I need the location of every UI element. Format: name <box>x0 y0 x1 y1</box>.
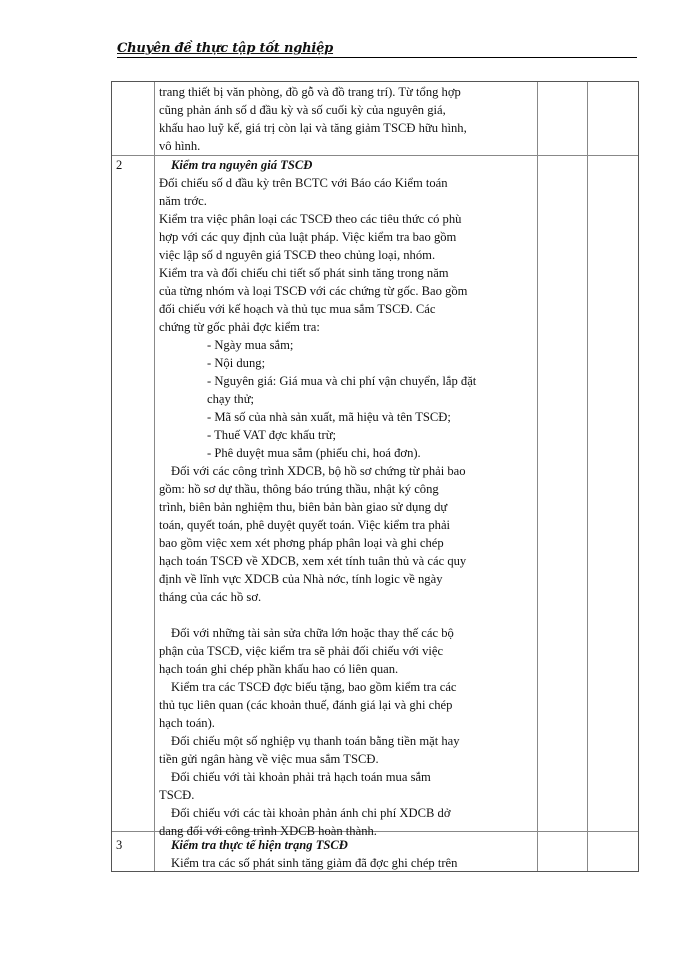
bullet-item: - Nguyên giá: Giá mua và chi phí vận chuyển, lắp đặt <box>207 374 477 388</box>
bullet-item: - Mã số của nhà sản xuất, mã hiệu và tên TSCĐ; <box>207 410 451 424</box>
text-line: chứng từ gốc phải đợc kiểm tra: <box>159 320 320 334</box>
text-line: tiền gửi ngân hàng về việc mua sắm TSCĐ. <box>159 752 379 766</box>
row-3-number: 3 <box>116 838 123 852</box>
page-header-title: Chuyên đề thực tập tốt nghiệp <box>117 41 334 56</box>
text-line: Kiểm tra các TSCĐ đợc biếu tặng, bao gồm kiểm tra các <box>171 680 457 694</box>
bullet-item: chạy thử; <box>207 392 255 406</box>
section-heading: Kiểm tra thực tế hiện trạng TSCĐ <box>171 838 348 852</box>
row-2-content <box>159 156 535 840</box>
text-line: Đối chiếu một số nghiệp vụ thanh toán bằng tiền mặt hay <box>171 734 460 748</box>
row-3-content <box>159 836 535 872</box>
text-line: Đối với những tài sản sửa chữa lớn hoặc thay thế các bộ <box>171 626 454 640</box>
text-line: dang đối với công trình XDCB hoàn thành. <box>159 824 377 838</box>
header-underline <box>117 57 637 58</box>
column-divider <box>537 82 538 871</box>
text-line: gồm: hồ sơ dự thầu, thông báo trúng thầu, nhật ký công <box>159 482 439 496</box>
row-2-number: 2 <box>116 158 123 172</box>
text-line: vô hình. <box>159 139 201 153</box>
text-line: Đối chiếu với các tài khoản phản ánh chi phí XDCB dở <box>171 806 451 820</box>
text-line: của từng nhóm và loại TSCĐ với các chứng từ gốc. Bao gồm <box>159 284 468 298</box>
text-line: bao gồm việc xem xét phơng pháp phân loại và ghi chép <box>159 536 444 550</box>
section-heading: Kiểm tra nguyên giá TSCĐ <box>171 158 313 172</box>
text-line: tháng của các hồ sơ. <box>159 590 262 604</box>
text-line: việc lập số d nguyên giá TSCĐ theo chủng loại, nhóm. <box>159 248 436 262</box>
text-line: hạch toán TSCĐ về XDCB, xem xét tính tuân thủ và các quy <box>159 554 467 568</box>
text-line: trình, biên bản nghiệm thu, biên bản bàn giao sử dụng dự <box>159 500 448 514</box>
text-line: TSCĐ. <box>159 788 195 802</box>
text-line: Kiểm tra việc phân loại các TSCĐ theo các tiêu thức có phù <box>159 212 462 226</box>
text-line: hạch toán ghi chép phần khấu hao có liên quan. <box>159 662 399 676</box>
text-line: toán, quyết toán, phê duyệt quyết toán. Việc kiểm tra phải <box>159 518 451 532</box>
text-line: phận của TSCĐ, việc kiểm tra sẽ phải đối chiếu với việc <box>159 644 444 658</box>
column-divider <box>154 82 155 871</box>
text-line: hợp với các quy định của luật pháp. Việc kiểm tra bao gồm <box>159 230 457 244</box>
text-line: Đối chiếu với tài khoản phải trả hạch toán mua sắm <box>171 770 431 784</box>
bullet-item: - Thuế VAT đợc khấu trừ; <box>207 428 337 442</box>
text-line: khấu hao luỹ kế, giá trị còn lại và tăng giảm TSCĐ hữu hình, <box>159 121 467 135</box>
text-line: cũng phản ánh số d đầu kỳ và số cuối kỳ của nguyên giá, <box>159 103 446 117</box>
procedure-table <box>111 81 639 872</box>
text-line: thủ tục liên quan (các khoản thuế, đánh giá lại và ghi chép <box>159 698 453 712</box>
text-line: đối chiếu với kế hoạch và thủ tục mua sắm TSCĐ. Các <box>159 302 436 316</box>
text-line: trang thiết bị văn phòng, đồ gỗ và đồ trang trí). Từ tổng hợp <box>159 85 461 99</box>
row-1-content <box>159 83 535 155</box>
text-line: Kiểm tra và đối chiếu chi tiết số phát sinh tăng trong năm <box>159 266 449 280</box>
text-line: năm trớc. <box>159 194 207 208</box>
bullet-item: - Ngày mua sắm; <box>207 338 294 352</box>
bullet-item: - Nội dung; <box>207 356 266 370</box>
bullet-item: - Phê duyệt mua sắm (phiếu chi, hoá đơn). <box>207 446 421 460</box>
text-line: hạch toán). <box>159 716 215 730</box>
column-divider <box>587 82 588 871</box>
text-line: Đối với các công trình XDCB, bộ hồ sơ chứng từ phải bao <box>171 464 466 478</box>
text-line: định về lĩnh vực XDCB của Nhà nớc, tính logic về ngày <box>159 572 443 586</box>
text-line: Kiểm tra các số phát sinh tăng giảm đã đợc ghi chép trên <box>171 856 458 870</box>
paragraph-gap <box>159 606 535 624</box>
text-line: Đối chiếu số d đầu kỳ trên BCTC với Báo cáo Kiểm toán <box>159 176 448 190</box>
